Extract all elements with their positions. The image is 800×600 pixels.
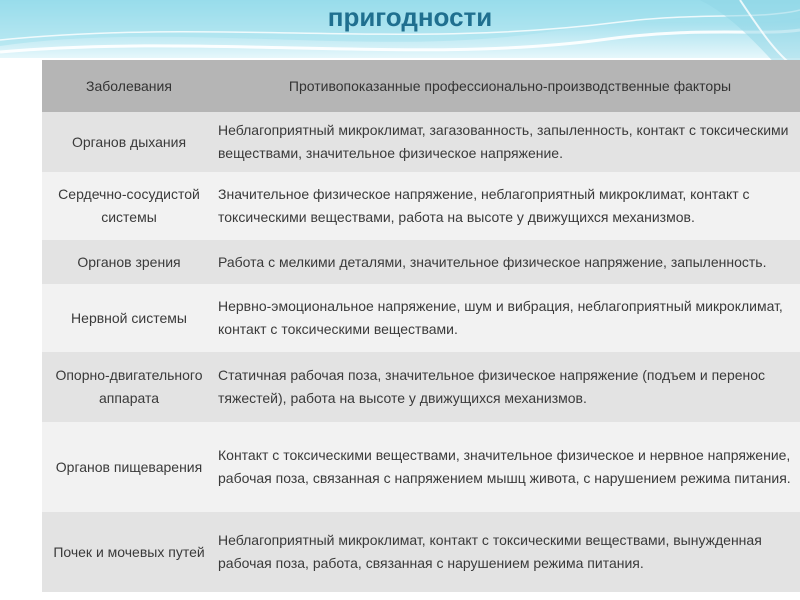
factors-cell: Неблагоприятный микроклимат, загазованность, запыленность, контакт с токсическими веществами, значительное физическое напряжение. <box>216 112 800 172</box>
disease-cell: Органов дыхания <box>42 112 216 172</box>
factors-cell: Значительное физическое напряжение, неблагоприятный микроклимат, контакт с токсическими веществами, работа на высоте у движущихся механизмов. <box>216 172 800 240</box>
disease-cell: Сердечно-сосудистой системы <box>42 172 216 240</box>
header-factors: Противопоказанные профессионально-производственные факторы <box>216 60 800 112</box>
factors-cell: Нервно-эмоциональное напряжение, шум и вибрация, неблагоприятный микроклимат, контакт с токсическими веществами. <box>216 284 800 352</box>
table-row <box>42 240 800 284</box>
table-row <box>42 512 800 592</box>
factors-cell: Неблагоприятный микроклимат, контакт с токсическими веществами, вынужденная рабочая поза, работа, связанная с нарушением режима питания. <box>216 512 800 592</box>
factors-cell: Работа с мелкими деталями, значительное физическое напряжение, запыленность. <box>216 240 800 284</box>
table-row <box>42 284 800 352</box>
header-disease: Заболевания <box>42 60 216 112</box>
table-row <box>42 112 800 172</box>
table-header-row <box>42 60 800 112</box>
table-row <box>42 172 800 240</box>
table-row <box>42 352 800 422</box>
factors-cell: Контакт с токсическими веществами, значительное физическое и нервное напряжение, рабочая поза, связанная с напряжением мышц живота, с нарушением режима питания. <box>216 422 800 512</box>
disease-cell: Органов пищеварения <box>42 422 216 512</box>
disease-cell: Почек и мочевых путей <box>42 512 216 592</box>
disease-cell: Опорно-двигательного аппарата <box>42 352 216 422</box>
disease-cell: Нервной системы <box>42 284 216 352</box>
slide-title: пригодности <box>327 2 493 32</box>
contraindications-table <box>42 60 800 592</box>
disease-cell: Органов зрения <box>42 240 216 284</box>
factors-cell: Статичная рабочая поза, значительное физическое напряжение (подъем и перенос тяжестей), работа на высоте у движущихся механизмов. <box>216 352 800 422</box>
table-row <box>42 422 800 512</box>
